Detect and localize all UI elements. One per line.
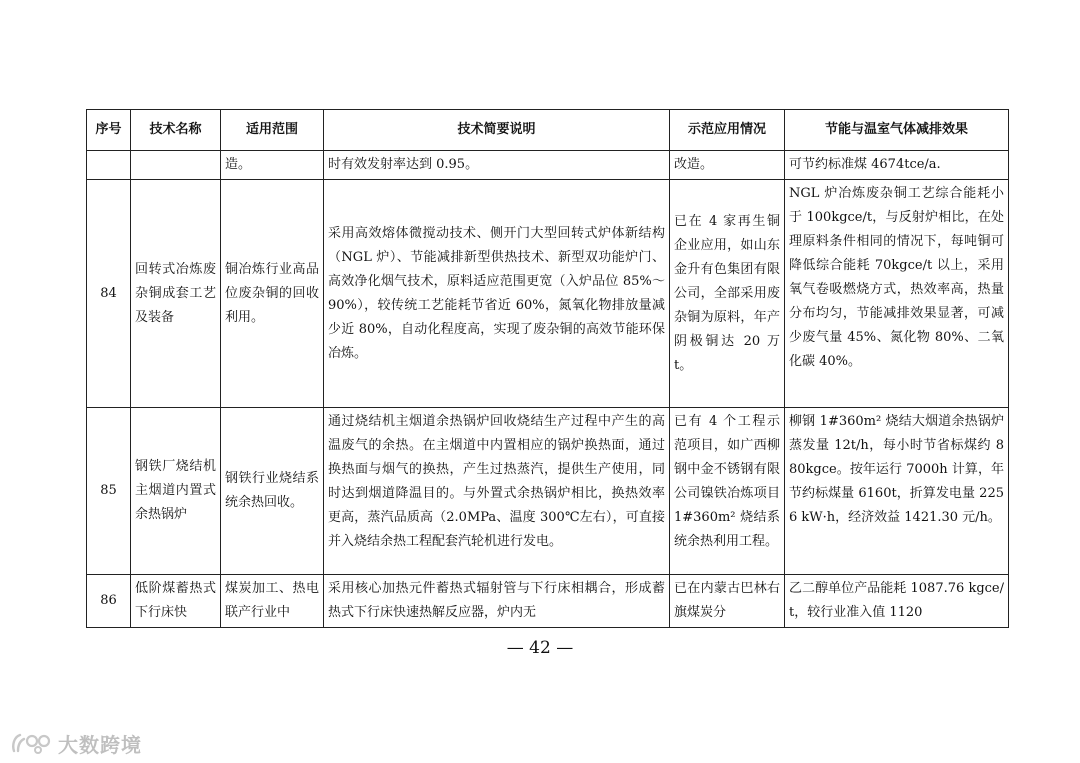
cell-effect: 可节约标准煤 4674tce/a. (785, 151, 1009, 180)
cell-desc: 通过烧结机主烟道余热锅炉回收烧结生产过程中产生的高温废气的余热。在主烟道中内置相应的锅炉换热面，通过换热面与烟气的换热，产生过热蒸汽，提供生产使用，同时达到烟道降温目的。与外置式余热锅炉相比，换热效率更高，蒸汽品质高（2.0MPa、温度 300℃左右），可直接并入烧结余热工程配套汽轮机进行发电。 (324, 408, 670, 575)
cell-desc: 时有效发射率达到 0.95。 (324, 151, 670, 180)
cell-desc: 采用核心加热元件蓄热式辐射管与下行床相耦合，形成蓄热式下行床快速热解反应器，炉内无 (324, 575, 670, 628)
header-desc: 技术简要说明 (324, 110, 670, 151)
cell-effect: 柳钢 1#360m² 烧结大烟道余热锅炉蒸发量 12t/h，每小时节省标煤约 880kgce。按年运行 7000h 计算，年节约标煤量 6160t，折算发电量 2256 kW·h，经济效益 1421.30 元/h。 (785, 408, 1009, 575)
watermark-text: 大数跨境 (58, 732, 142, 757)
cell-name: 回转式冶炼废杂铜成套工艺及装备 (131, 180, 221, 408)
cell-name: 低阶煤蓄热式下行床快 (131, 575, 221, 628)
table-row (87, 408, 1009, 575)
header-scope: 适用范围 (221, 110, 324, 151)
cell-demo: 改造。 (670, 151, 785, 180)
header-demo: 示范应用情况 (670, 110, 785, 151)
cell-scope: 煤炭加工、热电联产行业中 (221, 575, 324, 628)
cell-scope: 铜冶炼行业高品位废杂铜的回收利用。 (221, 180, 324, 408)
table-row (87, 575, 1009, 628)
watermark-logo-icon (10, 731, 54, 755)
cell-scope: 钢铁行业烧结系统余热回收。 (221, 408, 324, 575)
cell-scope: 造。 (221, 151, 324, 180)
watermark (10, 730, 142, 756)
header-row (87, 110, 1009, 151)
header-effect: 节能与温室气体减排效果 (785, 110, 1009, 151)
cell-effect: 乙二醇单位产品能耗 1087.76 kgce/t，较行业准入值 1120 (785, 575, 1009, 628)
cell-name: 钢铁厂烧结机主烟道内置式余热锅炉 (131, 408, 221, 575)
header-no: 序号 (87, 110, 131, 151)
table-row-continuation (87, 151, 1009, 180)
table-row (87, 180, 1009, 408)
cell-no: 85 (87, 408, 131, 575)
technology-table (86, 109, 1009, 628)
cell-no: 84 (87, 180, 131, 408)
cell-demo: 已有 4 个工程示范项目，如广西柳钢中金不锈钢有限公司镍铁冶炼项目 1#360m² 烧结系统余热利用工程。 (670, 408, 785, 575)
cell-demo: 已在内蒙古巴林右旗煤炭分 (670, 575, 785, 628)
cell-effect: NGL 炉冶炼废杂铜工艺综合能耗小于 100kgce/t，与反射炉相比，在处理原料条件相同的情况下，每吨铜可降低综合能耗 70kgce/t 以上，采用氧气卷吸燃烧方式，热效率高，热量分布均匀，节能减排效果显著，可减少废气量 45%、氮化物 80%、二氧化碳 40%。 (785, 180, 1009, 408)
header-name: 技术名称 (131, 110, 221, 151)
page-number: — 42 — (506, 638, 574, 658)
cell-no (87, 151, 131, 180)
cell-no: 86 (87, 575, 131, 628)
cell-demo: 已在 4 家再生铜企业应用，如山东金升有色集团有限公司，全部采用废杂铜为原料，年产阴极铜达 20 万 t。 (670, 180, 785, 408)
cell-desc: 采用高效熔体微搅动技术、侧开门大型回转式炉体新结构（NGL 炉）、节能减排新型供热技术、新型双功能炉门、高效净化烟气技术，原料适应范围更宽（入炉品位 85%～90%），较传统工艺能耗节省近 60%，氮氧化物排放量减少近 80%，自动化程度高，实现了废杂铜的高效节能环保冶炼。 (324, 180, 670, 408)
cell-name (131, 151, 221, 180)
